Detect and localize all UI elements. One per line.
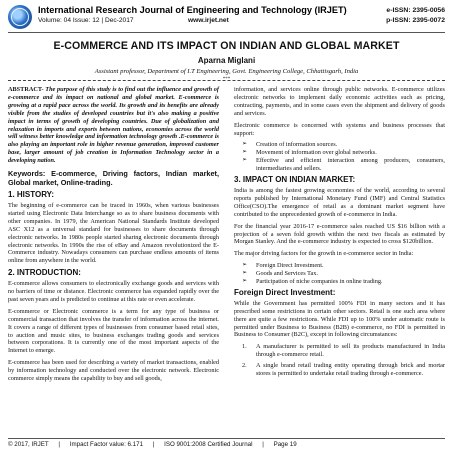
list-item: ➢ Movement of information over global networks. (242, 149, 377, 157)
arrow-bullet-icon: ➢ (242, 278, 248, 285)
volume-issue: Volume: 04 Issue: 12 | Dec-2017 (38, 17, 134, 24)
keywords-label: Keywords: (8, 169, 46, 179)
history-paragraph: The beginning of e-commerce can be traced in 1960s, when various businesses started using Electronic Data Interchange so as to share business documents with other companies. In 1979, the American National Standards Institute developed ASC X12 as a universal standard for businesses to share documents through electronic networks. In 1980s people started sharing electronic documents through electronic networks. In 1990s the rise of eBay and Amazon revolutionized the E-Commerce industry. Nowadays consumers can purchase endless amounts of items online from anywhere in the world. (8, 201, 219, 265)
arrow-bullet-icon: ➢ (242, 157, 248, 164)
impact-paragraph-3: The major driving factors for the growth in e-commerce sector in India: (234, 250, 414, 258)
heading-introduction: 2. INTRODUCTION: (8, 268, 81, 278)
arrow-bullet-icon: ➢ (242, 141, 248, 148)
abstract-text: The purpose of this study is to find out the influence and growth of e-commerce and its impact on national and global market. E-commerce is growing at a rapid pace across the world. Its growth and its benefits are already visible from the studies of developed countries but it's also making a positive impact in terms of growth of developing countries. Due of globalization and relaxation in imports and exports between nations, economies across the world will witness better knowledge and information technology growth .E-commerce is also playing an important role in higher revenue generation, improved customer base, larger amount of job creation in Information Technology sector in a developing nation. (8, 86, 220, 165)
list-item: ➢ Foreign Direct Investment. (242, 262, 324, 270)
footer-page-number: Page 19 (273, 441, 297, 448)
list-item: ➢ Participation of niche companies in online trading. (242, 278, 383, 286)
footer-rule (8, 438, 445, 439)
irjet-logo-icon (8, 5, 32, 29)
list-item: ➢ Effective and efficient interaction among producers, consumers, intermediaries and sellers. (242, 157, 445, 173)
journal-name: International Research Journal of Engineering and Technology (IRJET) (38, 5, 347, 15)
impact-paragraph-2: For the financial year 2016-17 e-commerce sales reached US $16 billion with a projection of a seven fold growth within the next two fiscals as estimated by Morgan Stanley. And the e-commerce industry is expected to cross $120billion. (234, 222, 445, 246)
intro-paragraph-3: E-commerce has been used for describing a variety of market transactions, enabled by information technology and conducted over the electronic network. Electronic commerce simply means the capability to buy and sell goods, (8, 359, 219, 383)
left-column (8, 86, 219, 387)
keywords-text: E-commerce, Driving factors, Indian market, Global market, Online-trading. (8, 169, 219, 188)
keywords (8, 169, 219, 187)
list-item: ➢ Goods and Services Tax. (242, 270, 318, 278)
support-list (234, 141, 445, 173)
driving-factors-list (234, 262, 445, 286)
arrow-bullet-icon: ➢ (242, 270, 248, 277)
intro-paragraph-2: E-commerce or Electronic commerce is a term for any type of business or commercial transaction that involves the transfer of information across the internet. It covers a range of different types of businesses from consumer based retail sites, to auction and music sites, to business exchanges trading goods and services between corporations. It is currently one of the most important aspects of the Internet to emerge. (8, 307, 219, 355)
intro-paragraph-1: E-commerce allows consumers to electronically exchange goods and services with no barriers of time or distance. Electronic commerce has expanded rapidly over the past seven years and is predicted to continue at this rate or even accelerate. (8, 280, 219, 303)
journal-header (8, 5, 445, 31)
paper-author: Aparna Miglani (197, 56, 256, 65)
footer-impact-factor: Impact Factor value: 6.171 (69, 441, 144, 448)
title-separator (8, 80, 445, 81)
footer-copyright: © 2017, IRJET (8, 441, 49, 448)
list-item: 1. A manufacturer is permitted to sell its products manufactured in India through e-commerce retail. (242, 343, 445, 359)
author-affiliation: Assistant professor, Department of I.T Engineering, Govt. Engineering College, Chhattisgarh, India (94, 68, 359, 75)
right-column (234, 86, 445, 381)
impact-paragraph-1: India is among the fastest growing economies of the world, according to several reports published by International Monetary Fund (IMF) and Central Statistics Office(CSO).The emergence of retail as a dominant market segment have contributed to the unprecedented growth of e-commerce in India. (234, 186, 445, 218)
p-issn: p-ISSN: 2395-0072 (386, 17, 445, 24)
heading-impact: 3. IMPACT ON INDIAN MARKET: (234, 175, 356, 185)
right-paragraph-1: information, and services online through public networks. E-commerce utilizes electronic networks to implement daily economic activities such as pricing, contracting, payments, and in some cases even the shipment and delivery of goods and services. (234, 86, 445, 117)
heading-history: 1. HISTORY: (8, 190, 55, 200)
journal-website: www.irjet.net (188, 17, 229, 24)
list-item: 2. A single brand retail trading entity operating through brick and mortar stores is permitted to undertake retail trading through e-commerce. (242, 362, 445, 378)
footer-iso: ISO 9001:2008 Certified Journal (164, 441, 253, 448)
page-footer: © 2017, IRJET | Impact Factor value: 6.171 | ISO 9001:2008 Certified Journal | Page 19 (8, 441, 297, 448)
abstract (8, 86, 219, 165)
heading-fdi: Foreign Direct Investment: (234, 287, 336, 297)
fdi-paragraph: While the Government has permitted 100% FDI in many sectors and it has prescribed some restrictions in certain other sectors. Retail is one such area where there are quite a few restrictions. While FDI up to 100% under automatic route is permitted under Business to Business (B2B) e-commerce, no FDI is permitted in Business to Consumer (B2C), except in following circumstances: (234, 299, 445, 339)
paper-title: E-COMMERCE AND ITS IMPACT ON INDIAN AND GLOBAL MARKET (53, 40, 400, 52)
right-paragraph-2: Electronic commerce is concerned with systems and business processes that support: (234, 121, 445, 137)
fdi-circumstances-list (234, 343, 445, 378)
header-rule (8, 32, 445, 33)
separator-stars: *** (222, 77, 231, 82)
list-item: ➢ Creation of information sources. (242, 141, 338, 149)
arrow-bullet-icon: ➢ (242, 262, 248, 269)
issn-block (386, 6, 445, 26)
abstract-label: ABSTRACT- (8, 86, 44, 93)
arrow-bullet-icon: ➢ (242, 149, 248, 156)
e-issn: e-ISSN: 2395-0056 (386, 7, 445, 14)
